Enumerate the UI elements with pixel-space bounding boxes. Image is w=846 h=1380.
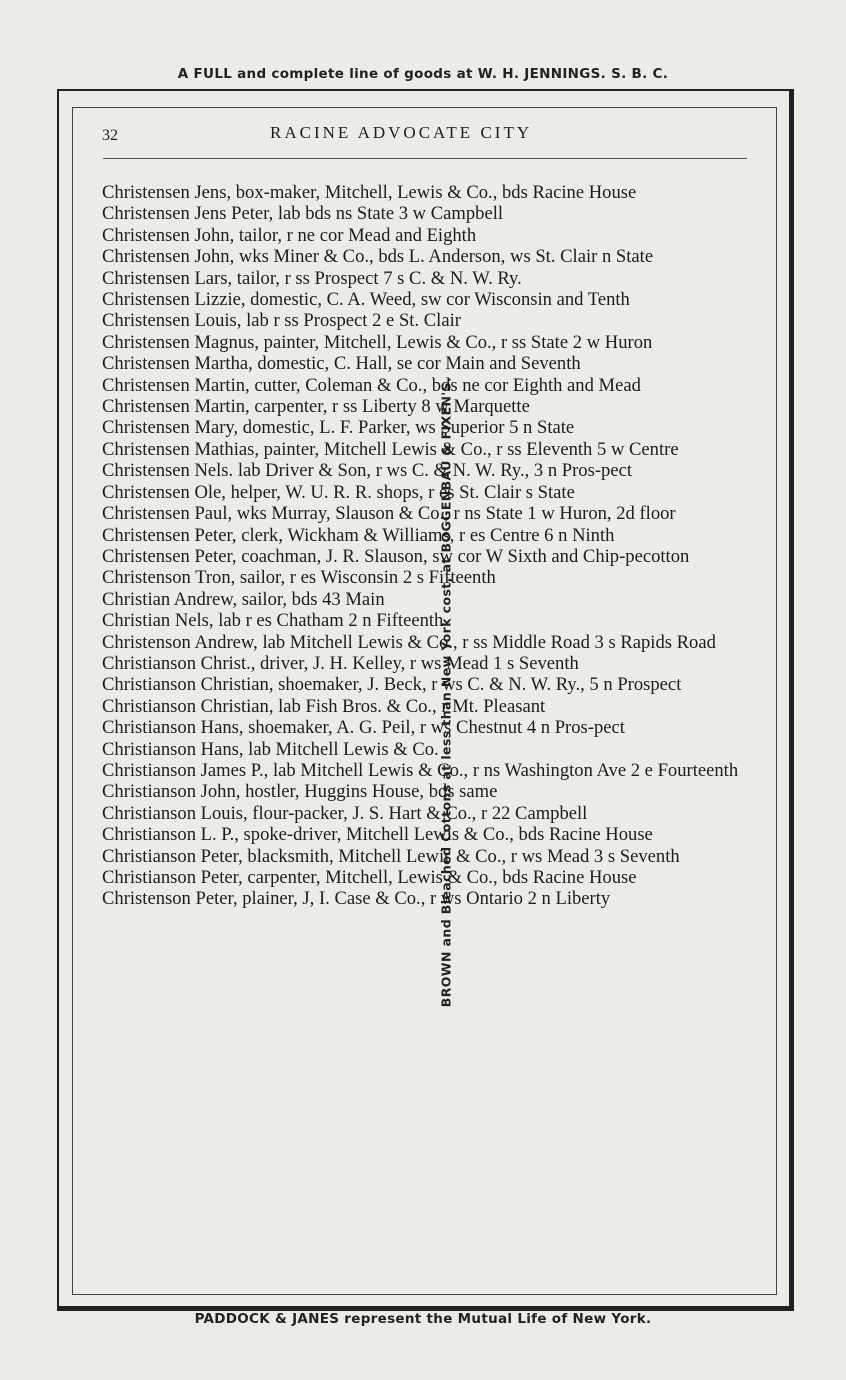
directory-entry: Christianson James P., lab Mitchell Lewis & Co., r ns Washington Ave 2 e Fourteenth bbox=[102, 759, 739, 781]
directory-entry: Christensen Mathias, painter, Mitchell Lewis & Co., r ss Eleventh 5 w Centre bbox=[102, 438, 679, 460]
directory-entry: Christensen Lars, tailor, r ss Prospect 7 s C. & N. W. Ry. bbox=[102, 267, 522, 289]
directory-entry: Christianson Peter, carpenter, Mitchell, Lewis & Co., bds Racine House bbox=[102, 867, 637, 888]
directory-entry: Christensen Mary, domestic, L. F. Parker, ws Superior 5 n State bbox=[102, 417, 575, 439]
directory-entry: Christensen Paul, wks Murray, Slauson & Co., r ns State 1 w Huron, 2d floor bbox=[102, 503, 676, 525]
directory-entry: Christianson Hans, lab Mitchell Lewis & Co. bbox=[102, 738, 439, 760]
header-rule bbox=[103, 158, 747, 159]
directory-entry: Christensen Martin, cutter, Coleman & Co., bds ne cor Eighth and Mead bbox=[102, 374, 641, 396]
directory-entry: Christianson Christ., driver, J. H. Kelley, r ws Mead 1 s Seventh bbox=[102, 652, 579, 674]
directory-entry: Christianson John, hostler, Huggins House, bds same bbox=[102, 781, 498, 803]
bottom-advertisement: PADDOCK & JANES represent the Mutual Life of New York. bbox=[194, 1311, 652, 1327]
top-advertisement: A FULL and complete line of goods at W. H. JENNINGS. S. B. C. bbox=[177, 66, 669, 82]
directory-entry: Christensen Nels. lab Driver & Son, r ws C. & N. W. Ry., 3 n Pros-pect bbox=[102, 460, 633, 482]
directory-entry: Christensen Jens Peter, lab bds ns State 3 w Campbell bbox=[102, 203, 504, 225]
page-number: 32 bbox=[102, 127, 118, 144]
directory-entry: Christianson Louis, flour-packer, J. S. Hart & Co., r 22 Campbell bbox=[102, 802, 588, 824]
directory-entry: Christianson Peter, blacksmith, Mitchell Lewis & Co., r ws Mead 3 s Seventh bbox=[102, 845, 680, 867]
directory-entry: Christensen Peter, coachman, J. R. Slauson, sw cor W Sixth and Chip-pecotton bbox=[102, 545, 690, 567]
directory-entry: Christensen Ole, helper, W. U. R. R. shops, r es St. Clair s State bbox=[102, 481, 575, 503]
directory-entry: Christianson L. P., spoke-driver, Mitchell Lewis & Co., bds Racine House bbox=[102, 824, 653, 846]
directory-entry: Christensen Magnus, painter, Mitchell, Lewis & Co., r ss State 2 w Huron bbox=[102, 331, 653, 353]
directory-entry: Christensen Lizzie, domestic, C. A. Weed, sw cor Wisconsin and Tenth bbox=[102, 289, 630, 311]
directory-entry: Christian Andrew, sailor, bds 43 Main bbox=[102, 588, 385, 610]
directory-entry: Christensen John, tailor, r ne cor Mead and Eighth bbox=[102, 224, 477, 246]
running-head: RACINE ADVOCATE CITY bbox=[270, 123, 533, 142]
directory-entry: Christenson Tron, sailor, r es Wisconsin 2 s Fifteenth bbox=[102, 567, 496, 589]
directory-entry: Christenson Andrew, lab Mitchell Lewis & Co., r ss Middle Road 3 s Rapids Road bbox=[102, 631, 716, 653]
directory-entry: Christensen Martha, domestic, C. Hall, se cor Main and Seventh bbox=[102, 353, 581, 375]
side-advertisement: BROWN and Bleached Cottons at less than New York cost, at BOGGENBAU & FIXEN'S. bbox=[438, 376, 454, 1008]
directory-entry: Christensen Martin, carpenter, r ss Liberty 8 w Marquette bbox=[102, 396, 530, 418]
directory-entry: Christenson Peter, plainer, J, I. Case & Co., r ws Ontario 2 n Liberty bbox=[102, 888, 611, 910]
directory-entry: Christian Nels, lab r es Chatham 2 n Fifteenth bbox=[102, 610, 444, 632]
directory-entry: Christianson Christian, lab Fish Bros. & Co., r Mt. Pleasant bbox=[102, 695, 546, 717]
directory-entry: Christensen Peter, clerk, Wickham & Williams, r es Centre 6 n Ninth bbox=[102, 524, 615, 546]
directory-entries bbox=[102, 182, 750, 910]
directory-entry: Christensen Jens, box-maker, Mitchell, Lewis & Co., bds Racine House bbox=[102, 182, 637, 203]
directory-entry: Christianson Hans, shoemaker, A. G. Peil, r ws Chestnut 4 n Pros-pect bbox=[102, 717, 625, 739]
directory-entry: Christensen John, wks Miner & Co., bds L. Anderson, ws St. Clair n State bbox=[102, 246, 654, 268]
directory-entry: Christianson Christian, shoemaker, J. Beck, r ws C. & N. W. Ry., 5 n Prospect bbox=[102, 674, 682, 696]
directory-entry: Christensen Louis, lab r ss Prospect 2 e St. Clair bbox=[102, 310, 461, 332]
